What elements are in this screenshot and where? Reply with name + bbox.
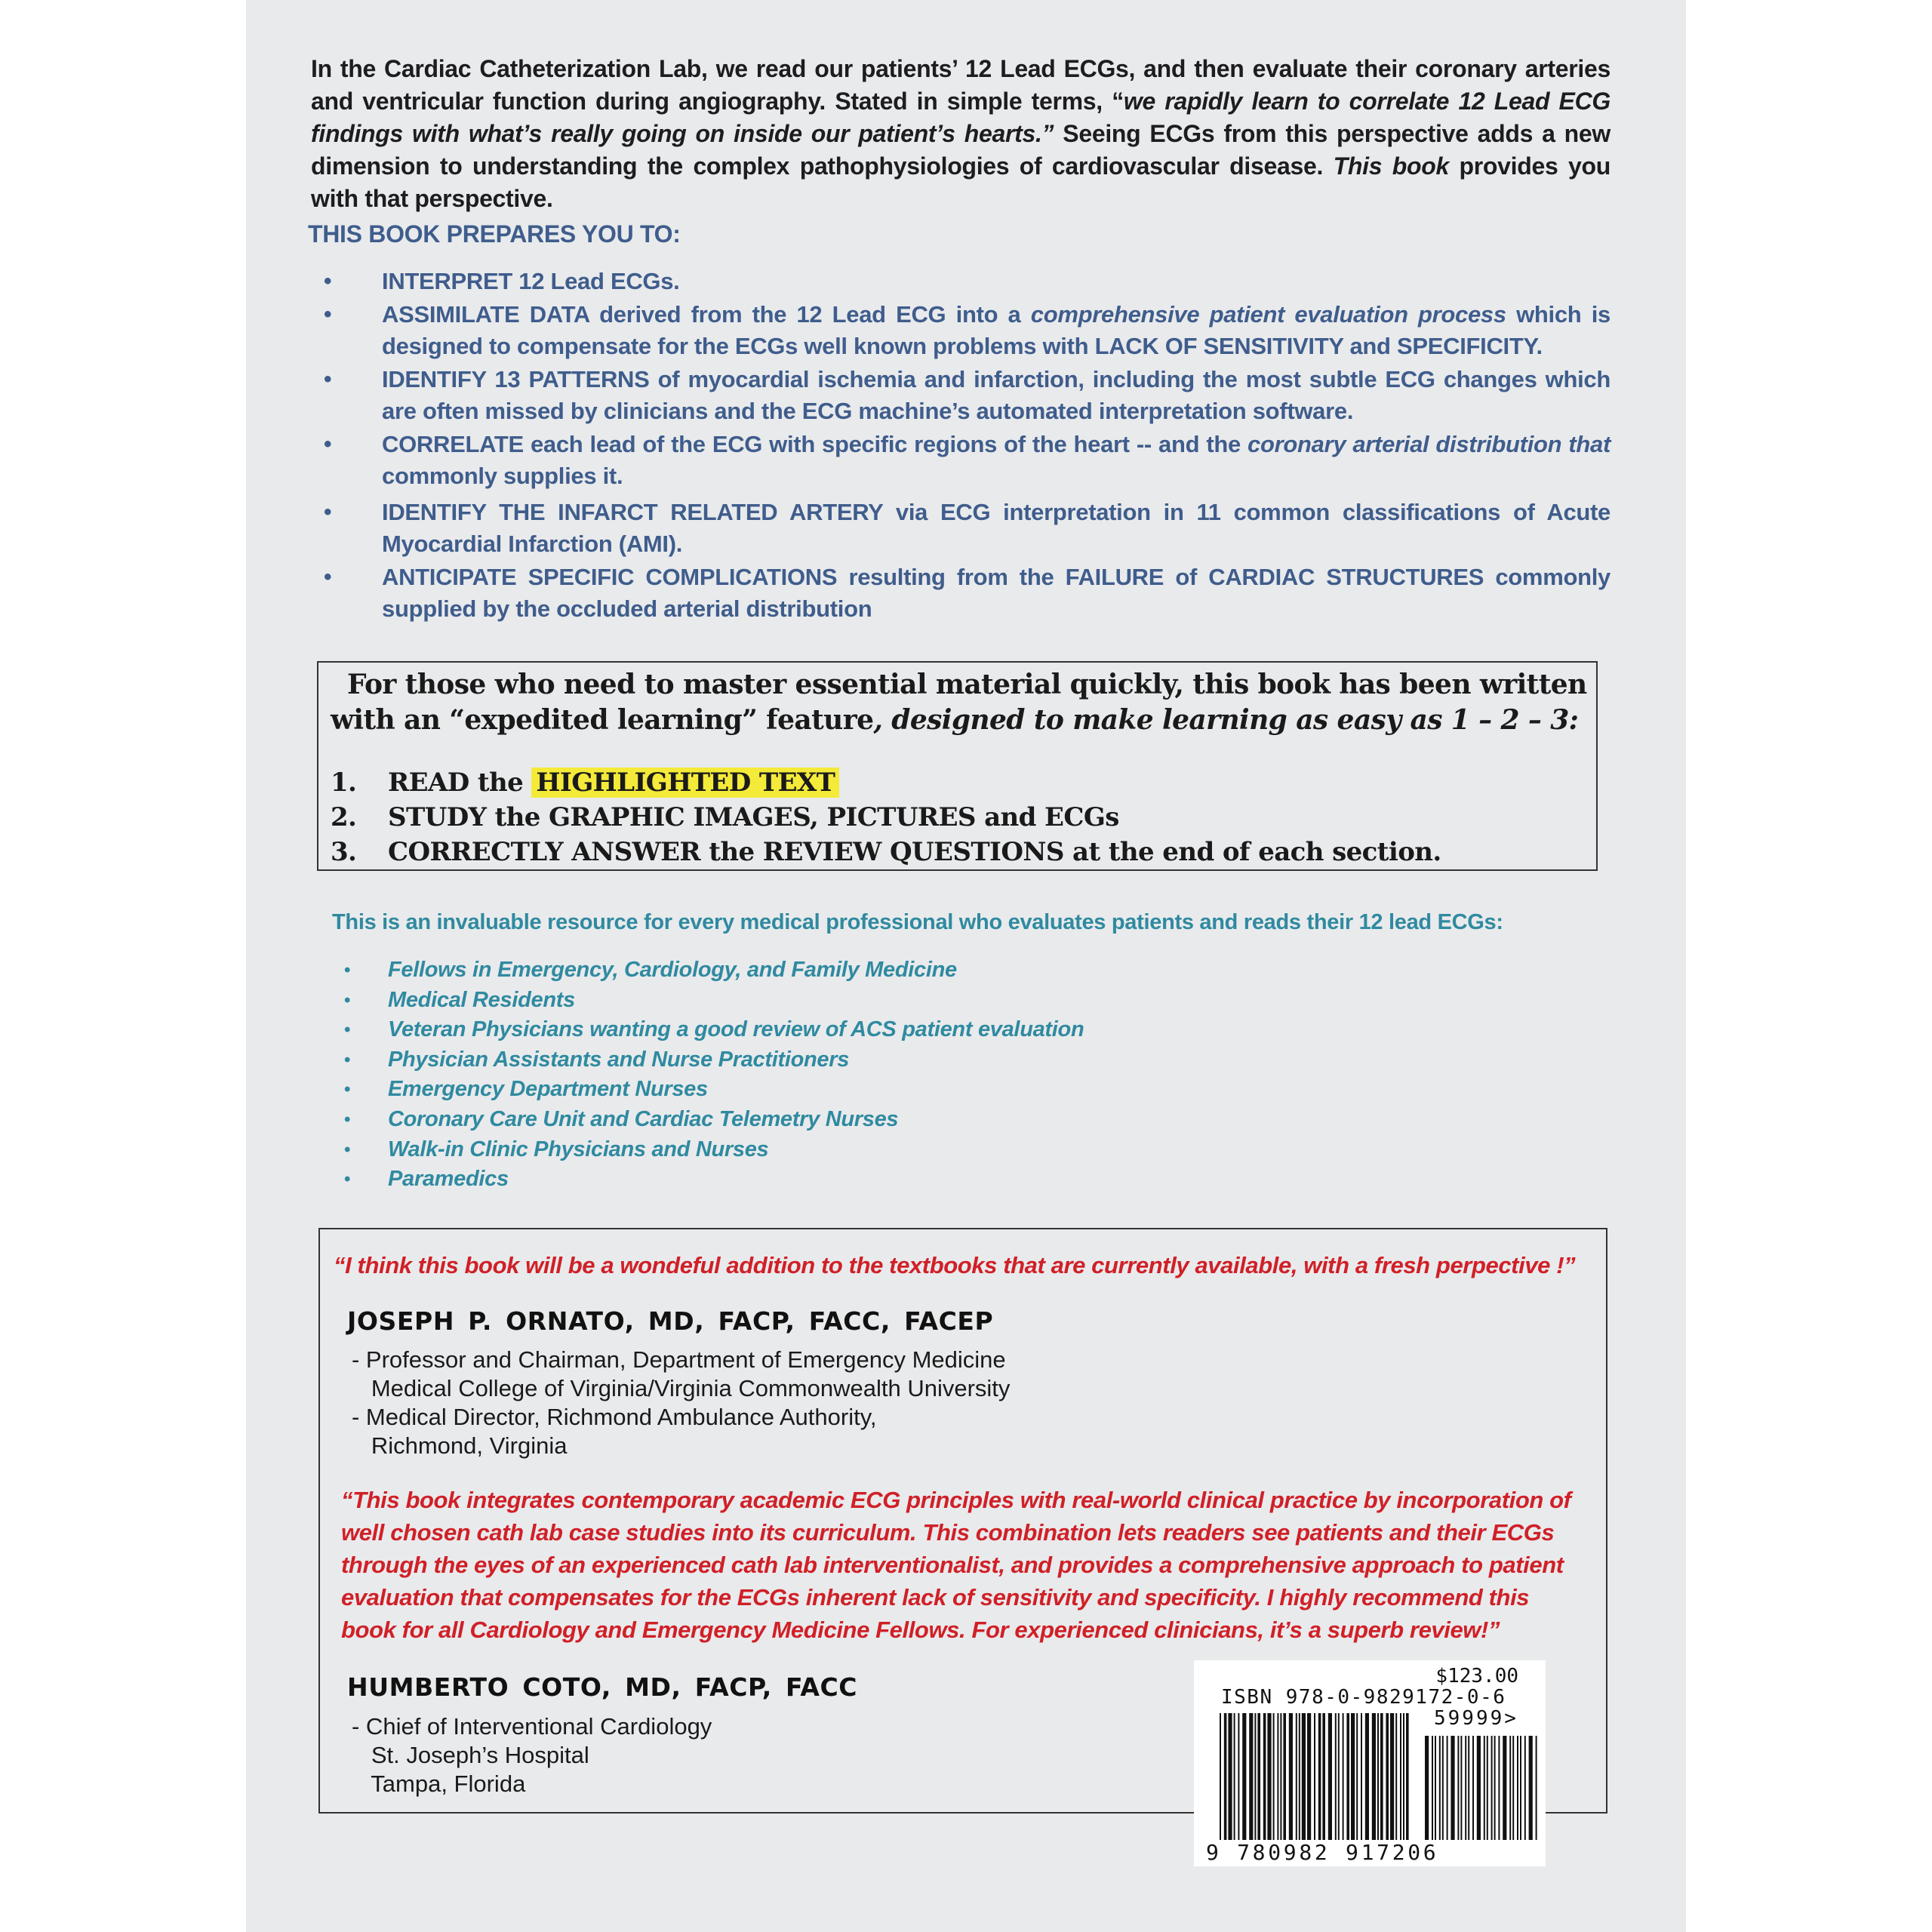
audience-text: Emergency Department Nurses (388, 1077, 708, 1102)
audience-text: Paramedics (388, 1167, 509, 1192)
barcode-bar (1400, 1713, 1401, 1840)
audience-item (246, 1135, 1084, 1165)
barcode-bar (1335, 1713, 1337, 1840)
prepares-heading: THIS BOOK PREPARES YOU TO: (308, 220, 681, 248)
bullet-icon: • (344, 960, 351, 980)
barcode-bar (1390, 1713, 1394, 1840)
step-item (331, 765, 1441, 800)
barcode-bar (1228, 1713, 1232, 1840)
audience-text: Medical Residents (388, 987, 575, 1012)
audience-text: Veteran Physicians wanting a good review of ACS patient evaluation (388, 1017, 1084, 1042)
bullet-icon: • (324, 500, 332, 525)
prepares-item-text: ANTICIPATE SPECIFIC COMPLICATIONS resulting from the FAILURE of CARDIAC STRUCTURES commonly supplied by the occluded arterial distribution (382, 564, 1611, 622)
step-item (331, 835, 1441, 869)
barcode-bar (1406, 1713, 1409, 1840)
highlighted-text: HIGHLIGHTED TEXT (531, 768, 839, 798)
prepares-item (246, 429, 1611, 492)
endorser-name-1: JOSEPH P. ORNATO, MD, FACP, FACC, FACEP (347, 1306, 994, 1336)
barcode-bar (1451, 1736, 1454, 1840)
bullet-icon: • (344, 989, 351, 1011)
audience-text: Fellows in Emergency, Cardiology, and Family Medicine (388, 958, 957, 982)
affiliation-line: - Chief of Interventional Cardiology (352, 1713, 712, 1740)
prepares-item-text: commonly supplies it. (382, 463, 623, 489)
prepares-list (246, 266, 1611, 626)
barcode-bar (1351, 1713, 1355, 1840)
barcode-bar (1472, 1736, 1474, 1840)
prepares-item (246, 561, 1611, 625)
barcode-bar (1509, 1736, 1511, 1840)
barcode-bar (1435, 1736, 1436, 1840)
audience-item (246, 955, 1084, 986)
audience-item (246, 1164, 1084, 1195)
barcode-bar (1477, 1736, 1481, 1840)
barcode-bar (1314, 1713, 1315, 1840)
barcode-bar (1380, 1713, 1383, 1840)
barcode-bar (1491, 1736, 1493, 1840)
barcode-bar (1299, 1713, 1300, 1840)
prepares-item (246, 266, 1611, 297)
barcode-bar (1365, 1713, 1369, 1840)
prepares-item-text: IDENTIFY THE INFARCT RELATED ARTERY via ECG interpretation in 11 common classifications of Acute Myocardial Infarction (AMI). (382, 499, 1611, 557)
affiliation-line: Medical College of Virginia/Virginia Commonwealth University (352, 1375, 1011, 1401)
barcode-bar (1356, 1713, 1358, 1840)
barcode-bar (1242, 1713, 1246, 1840)
barcode-bar (1432, 1736, 1433, 1840)
barcode-bar (1318, 1713, 1321, 1840)
barcode-bar (1249, 1713, 1253, 1840)
step-text: READ the (388, 768, 532, 798)
barcode-bar (1361, 1713, 1362, 1840)
barcode-bar (1328, 1713, 1332, 1840)
prepares-item (246, 364, 1611, 427)
barcode-bar (1447, 1736, 1448, 1840)
affiliation-line: - Professor and Chairman, Department of Emergency Medicine (352, 1346, 1006, 1373)
expedited-intro (331, 667, 1591, 738)
barcode-bar (1224, 1713, 1227, 1840)
barcode-bar (1283, 1713, 1286, 1840)
step-item (331, 800, 1441, 835)
isbn-barcode (1194, 1660, 1546, 1866)
barcode-bar (1322, 1713, 1325, 1840)
bullet-icon: • (344, 1079, 351, 1100)
barcode-bar (1425, 1736, 1429, 1840)
barcode-bar (1234, 1713, 1235, 1840)
barcode-bar (1487, 1736, 1488, 1840)
barcode-bar (1494, 1736, 1496, 1840)
audience-item (246, 1105, 1084, 1135)
barcode-bar (1524, 1736, 1526, 1840)
barcode-bar (1280, 1713, 1281, 1840)
barcode-bars (1220, 1713, 1413, 1840)
audience-list (246, 955, 1084, 1195)
barcode-bar (1442, 1736, 1444, 1840)
barcode-bar (1289, 1713, 1293, 1840)
audience-item (246, 1045, 1084, 1075)
barcode-bar (1498, 1736, 1500, 1840)
resource-statement: This is an invaluable resource for every medical professional who evaluates patients and reads their 12 lead ECGs: (332, 910, 1503, 934)
barcode-bar (1520, 1736, 1521, 1840)
barcode-bar (1238, 1713, 1239, 1840)
prepares-item-text: IDENTIFY 13 PATTERNS of myocardial ischemia and infarction, including the most subtle ECG changes which are often missed by clinicians and the ECG machine’s automated interpretation software. (382, 366, 1611, 424)
expedited-learning-box (317, 661, 1598, 871)
bullet-icon: • (344, 1109, 351, 1130)
affiliation-line: Tampa, Florida (352, 1770, 526, 1797)
price-label: $123.00 (1435, 1665, 1518, 1687)
expedited-emphasis: , designed to make learning as easy as 1 – 2 – 3: (873, 704, 1579, 736)
barcode-bar (1343, 1713, 1344, 1840)
bullet-icon: • (324, 367, 332, 392)
bullet-icon: • (324, 432, 332, 457)
barcode-bar (1346, 1713, 1349, 1840)
prepares-item (246, 299, 1611, 362)
audience-text: Coronary Care Unit and Cardiac Telemetry Nurses (388, 1106, 899, 1131)
bullet-icon: • (324, 269, 332, 294)
bullet-icon: • (324, 302, 332, 327)
endorser-affiliation-1 (352, 1346, 1010, 1460)
prepares-item-text: CORRELATE each lead of the ECG with specific regions of the heart -- and the (382, 431, 1247, 457)
barcode-bar (1296, 1713, 1297, 1840)
barcode-bar (1386, 1713, 1389, 1840)
barcode-bar (1439, 1736, 1441, 1840)
step-text: STUDY the GRAPHIC IMAGES, PICTURES and ECGs (388, 802, 1119, 832)
audience-item (246, 986, 1084, 1016)
barcode-bar (1257, 1713, 1260, 1840)
barcode-bar (1460, 1736, 1462, 1840)
prepares-item-text: ASSIMILATE DATA derived from the 12 Lead ECG into a (382, 301, 1031, 328)
bullet-icon: • (344, 1139, 351, 1160)
barcode-bar (1273, 1713, 1275, 1840)
audience-item (246, 1015, 1084, 1045)
addon-code: 59999> (1434, 1707, 1518, 1730)
audience-item (246, 1075, 1084, 1105)
step-number: 3. (331, 837, 357, 867)
step-number: 1. (331, 768, 357, 798)
bullet-icon: • (344, 1049, 351, 1070)
isbn-label: ISBN 978-0-9829172-0-6 (1221, 1686, 1506, 1709)
affiliation-line: St. Joseph’s Hospital (352, 1742, 589, 1768)
intro-text-1: In the Cardiac Catheterization Lab, we read our patients’ 12 Lead ECGs, and then evaluate their coronary arteries and ventricular function during angiography. Stated in simple terms, “ (311, 55, 1611, 115)
prepares-item-text: which is designed to compensate for the ECGs well known problems with LACK OF SENSITIVITY and SPECIFICITY. (382, 301, 1611, 359)
barcode-bar (1302, 1713, 1306, 1840)
intro-text-3: provides you with that perspective. (311, 152, 1611, 212)
barcode-digits: 9 780982 917206 (1206, 1840, 1439, 1865)
barcode-bar (1484, 1736, 1485, 1840)
back-cover (246, 0, 1686, 1932)
barcode-bar (1277, 1713, 1278, 1840)
barcode-bar (1372, 1713, 1376, 1840)
barcode-bar (1529, 1736, 1533, 1840)
barcode-bar (1263, 1713, 1266, 1840)
prepares-item-text: INTERPRET 12 Lead ECGs. (382, 268, 680, 294)
barcode-bar (1220, 1713, 1221, 1840)
affiliation-line: Richmond, Virginia (352, 1432, 568, 1459)
barcode-bar (1307, 1713, 1311, 1840)
endorser-name-2: HUMBERTO COTO, MD, FACP, FACC (347, 1672, 858, 1702)
intro-quote: we rapidly learn to correlate 12 Lead ECG findings with what’s really going on inside our patient’s hearts.” (311, 88, 1611, 147)
intro-book-emphasis: This book (1333, 152, 1449, 180)
endorsement-quote-2: “This book integrates contemporary academic ECG principles with real-world clinical practice by incorporation of well chosen cath lab case studies into its curriculum. This combination lets readers see patients and their ECGs through the eyes of an experienced cath lab interventionalist, and provides a comprehensive approach to patient evaluation that compensates for the ECGs inherent lack of sensitivity and specificity. I highly recommend this book for all Cardiology and Emergency Medicine Fellows. For experienced clinicians, it’s a superb review!” (341, 1487, 1571, 1643)
barcode-bar (1503, 1736, 1506, 1840)
barcode-bar (1338, 1713, 1340, 1840)
barcode-bar (1457, 1736, 1459, 1840)
step-number: 2. (331, 802, 357, 832)
barcode-bar (1403, 1713, 1404, 1840)
intro-text-2: Seeing ECGs from this perspective adds a new dimension to understanding the complex pathophysiologies of cardiovascular disease. (311, 120, 1611, 180)
barcode-bar (1517, 1736, 1518, 1840)
expedited-lead: For those who need to master essential material quickly, this book has been written with an “expedited learning” feature (331, 669, 1587, 736)
barcode-bar (1267, 1713, 1271, 1840)
endorser-affiliation-2 (352, 1712, 712, 1798)
prepares-item (246, 497, 1611, 560)
barcode-bar (1512, 1736, 1514, 1840)
barcode-bar (1468, 1736, 1469, 1840)
bullet-icon: • (344, 1169, 351, 1190)
endorsement-quote-1: “I think this book will be a wondeful addition to the textbooks that are currently available, with a fresh perpective !” (334, 1252, 1576, 1278)
intro-paragraph (311, 53, 1611, 215)
audience-text: Walk-in Clinic Physicians and Nurses (388, 1137, 769, 1161)
prepares-item-emphasis: coronary arterial distribution that (1247, 431, 1611, 457)
barcode-bar (1254, 1713, 1256, 1840)
barcode-bar (1465, 1736, 1466, 1840)
prepares-item-emphasis: comprehensive patient evaluation process (1030, 301, 1506, 328)
bullet-icon: • (344, 1020, 351, 1041)
affiliation-line: - Medical Director, Richmond Ambulance Authority, (352, 1404, 877, 1430)
audience-text: Physician Assistants and Nurse Practitioners (388, 1047, 850, 1072)
barcode-bar (1377, 1713, 1379, 1840)
barcode-bar (1395, 1713, 1397, 1840)
barcode-bar (1536, 1736, 1537, 1840)
expedited-steps (331, 765, 1441, 869)
bullet-icon: • (324, 565, 332, 589)
addon-barcode-bars (1425, 1736, 1538, 1840)
step-text: CORRECTLY ANSWER the REVIEW QUESTIONS at the end of each section. (388, 837, 1441, 867)
